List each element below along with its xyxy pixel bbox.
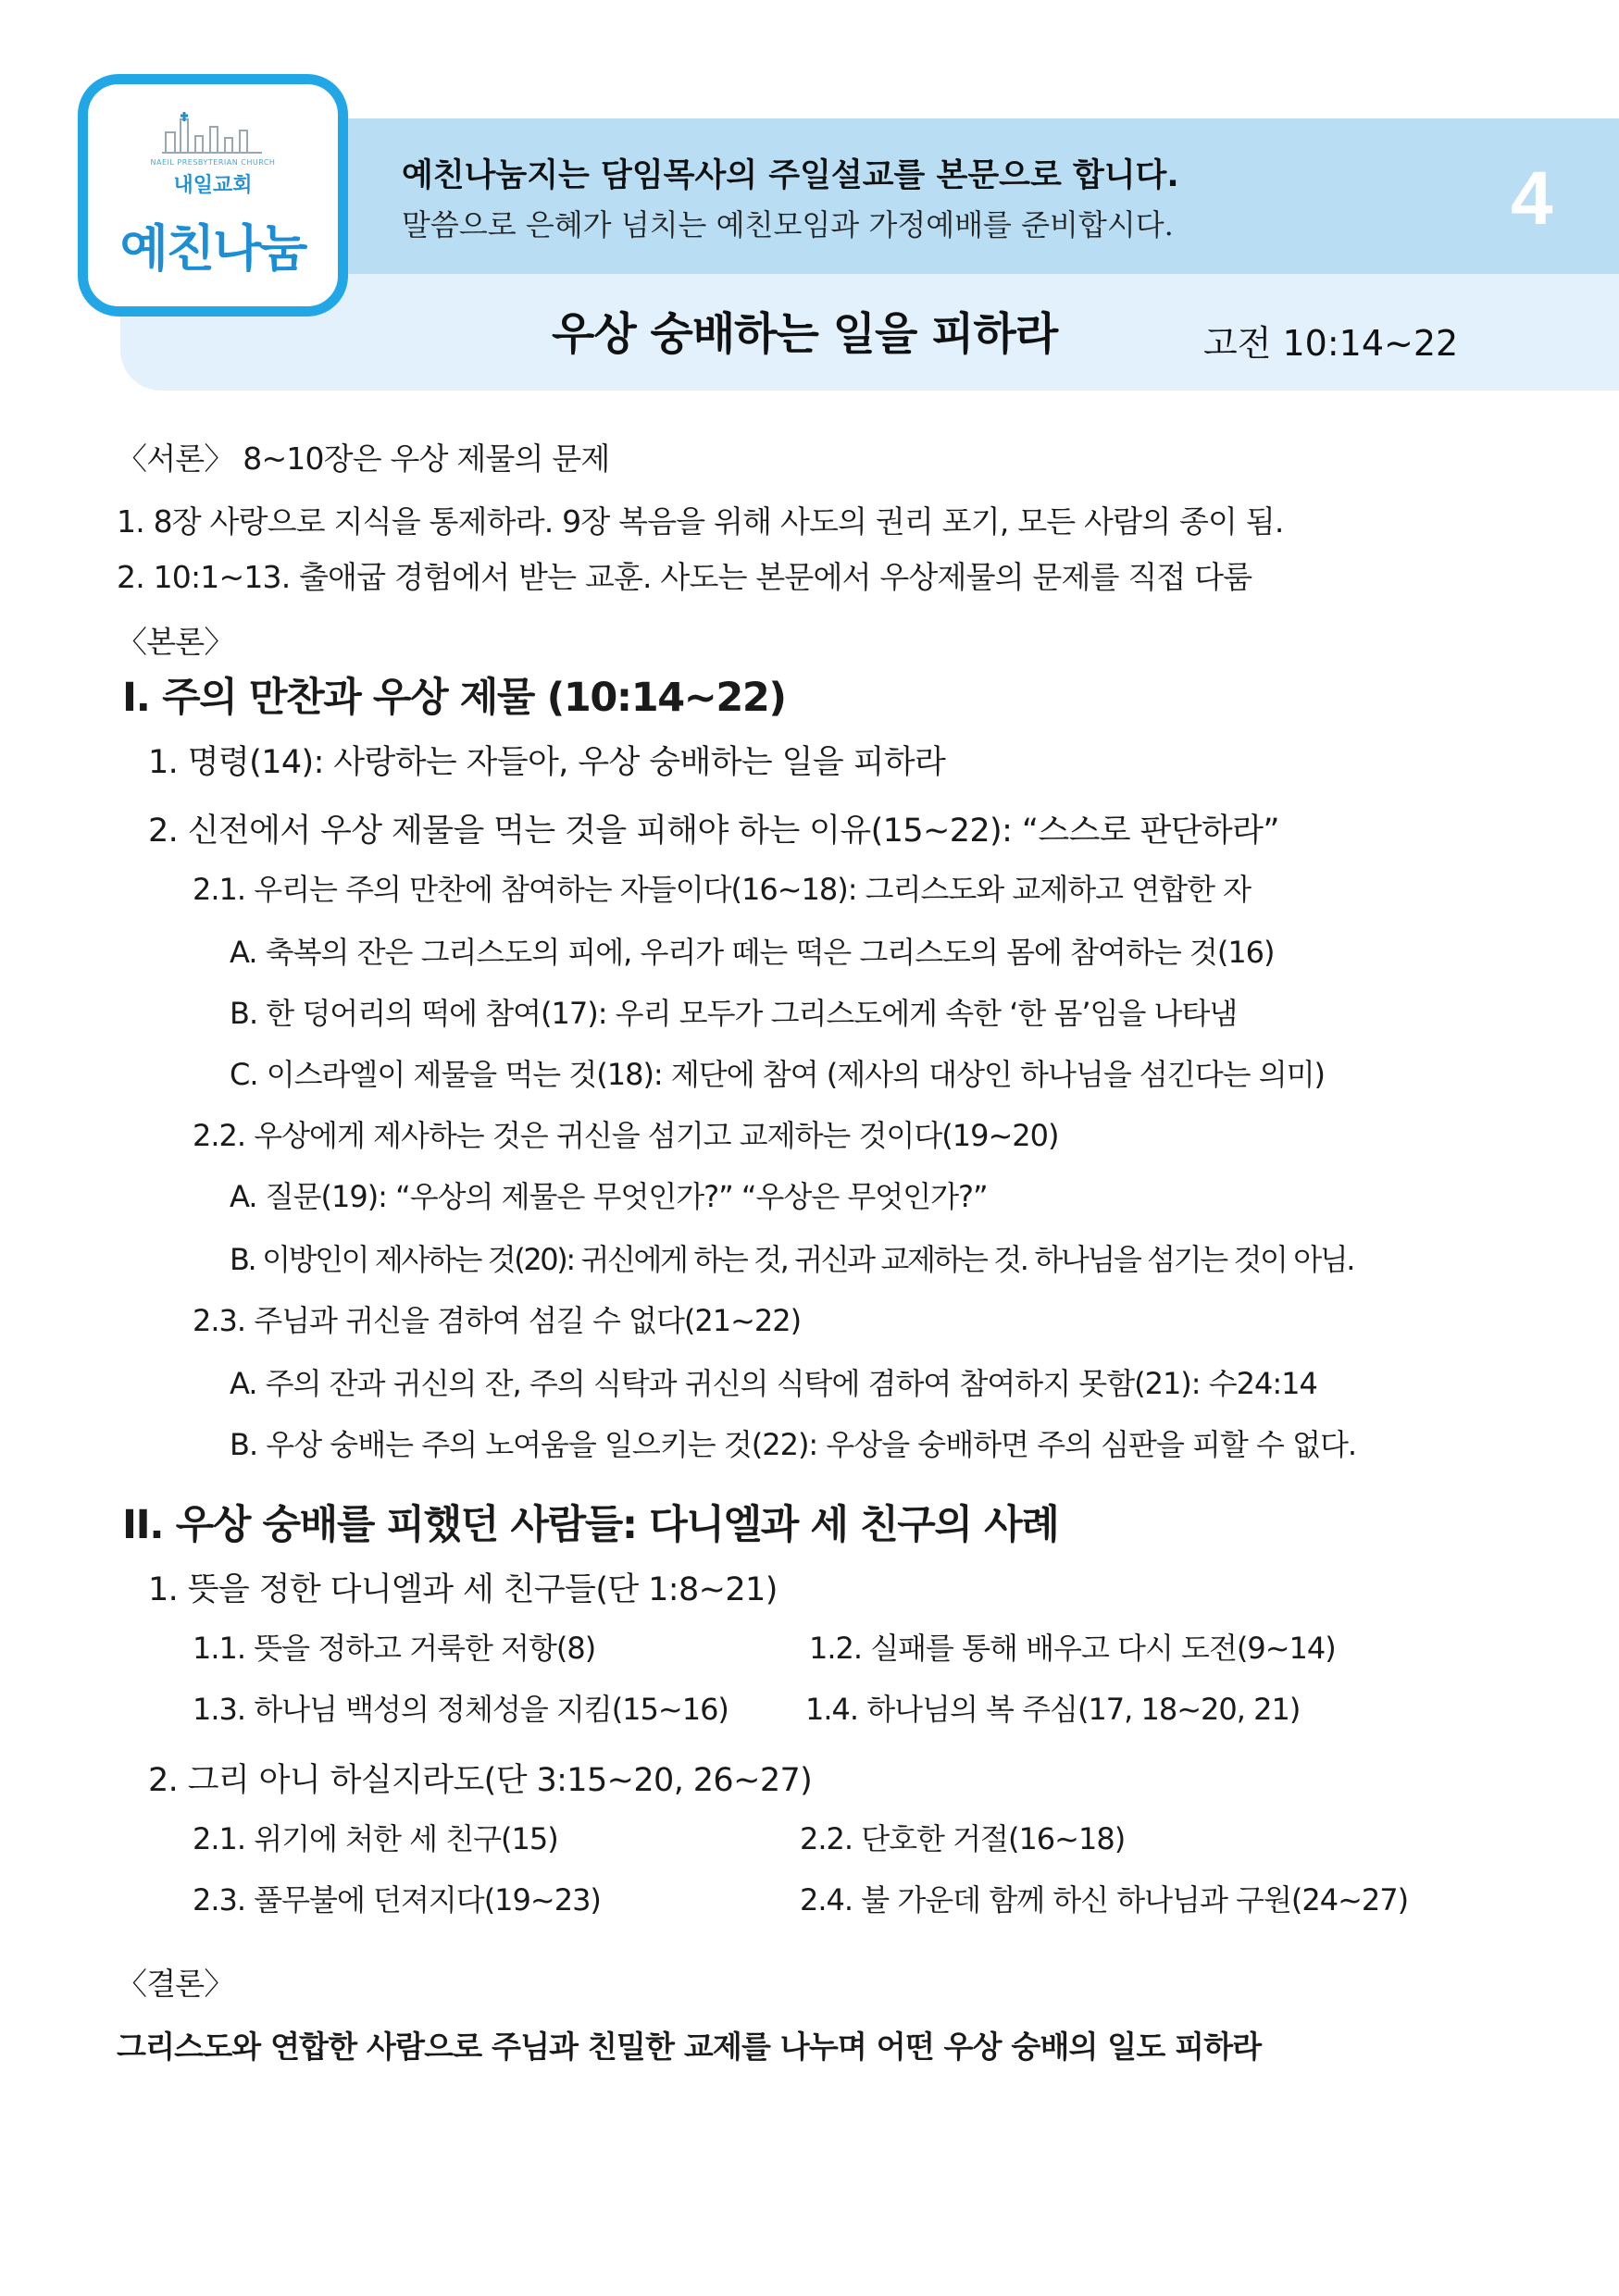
part1-point-2-1-a: A. 축복의 잔은 그리스도의 피에, 우리가 떼는 떡은 그리스도의 몸에 참여하는 것(16) [230,935,1275,970]
part1-point-1: 1. 명령(14): 사랑하는 자들아, 우상 숭배하는 일을 피하라 [148,744,946,781]
part2-title: II. 우상 숭배를 피했던 사람들: 다니엘과 세 친구의 사례 [122,1502,1059,1548]
part1-point-2-2-a: A. 질문(19): “우상의 제물은 무엇인가?” “우상은 무엇인가?” [230,1179,988,1214]
scripture-reference: 고전 10:14~22 [1203,323,1459,364]
conclusion-heading: 〈결론〉 [117,1966,234,2002]
part2-point-1: 1. 뜻을 정한 다니엘과 세 친구들(단 1:8~21) [148,1571,778,1608]
part2-point-2-1: 2.1. 위기에 처한 세 친구(15) [193,1821,558,1856]
part1-point-2-3-a: A. 주의 잔과 귀신의 잔, 주의 식탁과 귀신의 식탁에 겸하여 참여하지 못함(21): 수24:14 [230,1366,1317,1401]
sermon-title: 우상 숭배하는 일을 피하라 [552,308,1058,360]
booklet-name: 예친나눔 [119,219,306,278]
part1-point-2-1-b: B. 한 덩어리의 떡에 참여(17): 우리 모두가 그리스도에게 속한 ‘한 몸’임을 나타냄 [230,996,1238,1031]
intro-heading: 〈서론〉 8~10장은 우상 제물의 문제 [117,441,610,477]
part1-point-2-1-c: C. 이스라엘이 제물을 먹는 것(18): 제단에 참여 (제사의 대상인 하나님을 섬긴다는 의미) [230,1057,1326,1092]
church-logo [78,74,348,316]
part2-point-1-1: 1.1. 뜻을 정하고 거룩한 저항(8) [193,1631,596,1666]
part1-point-2: 2. 신전에서 우상 제물을 먹는 것을 피해야 하는 이유(15~22): “스스로 판단하라” [148,813,1279,850]
part1-point-2-3-b: B. 우상 숭배는 주의 노여움을 일으키는 것(22): 우상을 숭배하면 주의 심판을 피할 수 없다. [230,1427,1357,1462]
part1-title: I. 주의 만찬과 우상 제물 (10:14~22) [122,675,786,721]
conclusion-text: 그리스도와 연합한 사람으로 주님과 친밀한 교제를 나누며 어떤 우상 숭배의 일도 피하라 [117,2029,1262,2065]
header-intro-line1: 예친나눔지는 담임목사의 주일설교를 본문으로 합니다. [402,157,1179,194]
header-intro-line2: 말씀으로 은혜가 넘치는 예친모임과 가정예배를 준비합시다. [402,207,1174,242]
part1-point-2-2-b: B. 이방인이 제사하는 것(20): 귀신에게 하는 것, 귀신과 교제하는 것. 하나님을 섬기는 것이 아님. [230,1242,1354,1277]
church-skyline-icon [162,110,264,156]
part1-point-2-1: 2.1. 우리는 주의 만찬에 참여하는 자들이다(16~18): 그리스도와 교제하고 연합한 자 [193,872,1252,907]
body-heading: 〈본론〉 [117,624,234,660]
intro-item-2: 2. 10:1~13. 출애굽 경험에서 받는 교훈. 사도는 본문에서 우상제물의 문제를 직접 다룸 [117,559,1252,595]
part1-point-2-2: 2.2. 우상에게 제사하는 것은 귀신을 섬기고 교제하는 것이다(19~20) [193,1118,1059,1153]
intro-item-1: 1. 8장 사랑으로 지식을 통제하라. 9장 복음을 위해 사도의 권리 포기, 모든 사람의 종이 됨. [117,503,1284,540]
part1-point-2-3: 2.3. 주님과 귀신을 겸하여 섬길 수 없다(21~22) [193,1303,802,1338]
logo-tiny-text: NAEIL PRESBYTERIAN CHURCH [150,158,276,167]
part2-point-2-2: 2.2. 단호한 거절(16~18) [800,1821,1126,1856]
part2-point-1-2: 1.2. 실패를 통해 배우고 다시 도전(9~14) [809,1631,1336,1666]
part2-point-2-3: 2.3. 풀무불에 던져지다(19~23) [193,1882,601,1917]
part2-point-2: 2. 그리 아니 하실지라도(단 3:15~20, 26~27) [148,1762,813,1799]
logo-church-name: 내일교회 [173,174,253,197]
part2-point-2-4: 2.4. 불 가운데 함께 하신 하나님과 구원(24~27) [800,1882,1409,1917]
part2-point-1-3: 1.3. 하나님 백성의 정체성을 지킴(15~16) [193,1692,729,1727]
part2-point-1-4: 1.4. 하나님의 복 주심(17, 18~20, 21) [805,1692,1301,1727]
page-number: 4 [1511,156,1553,241]
